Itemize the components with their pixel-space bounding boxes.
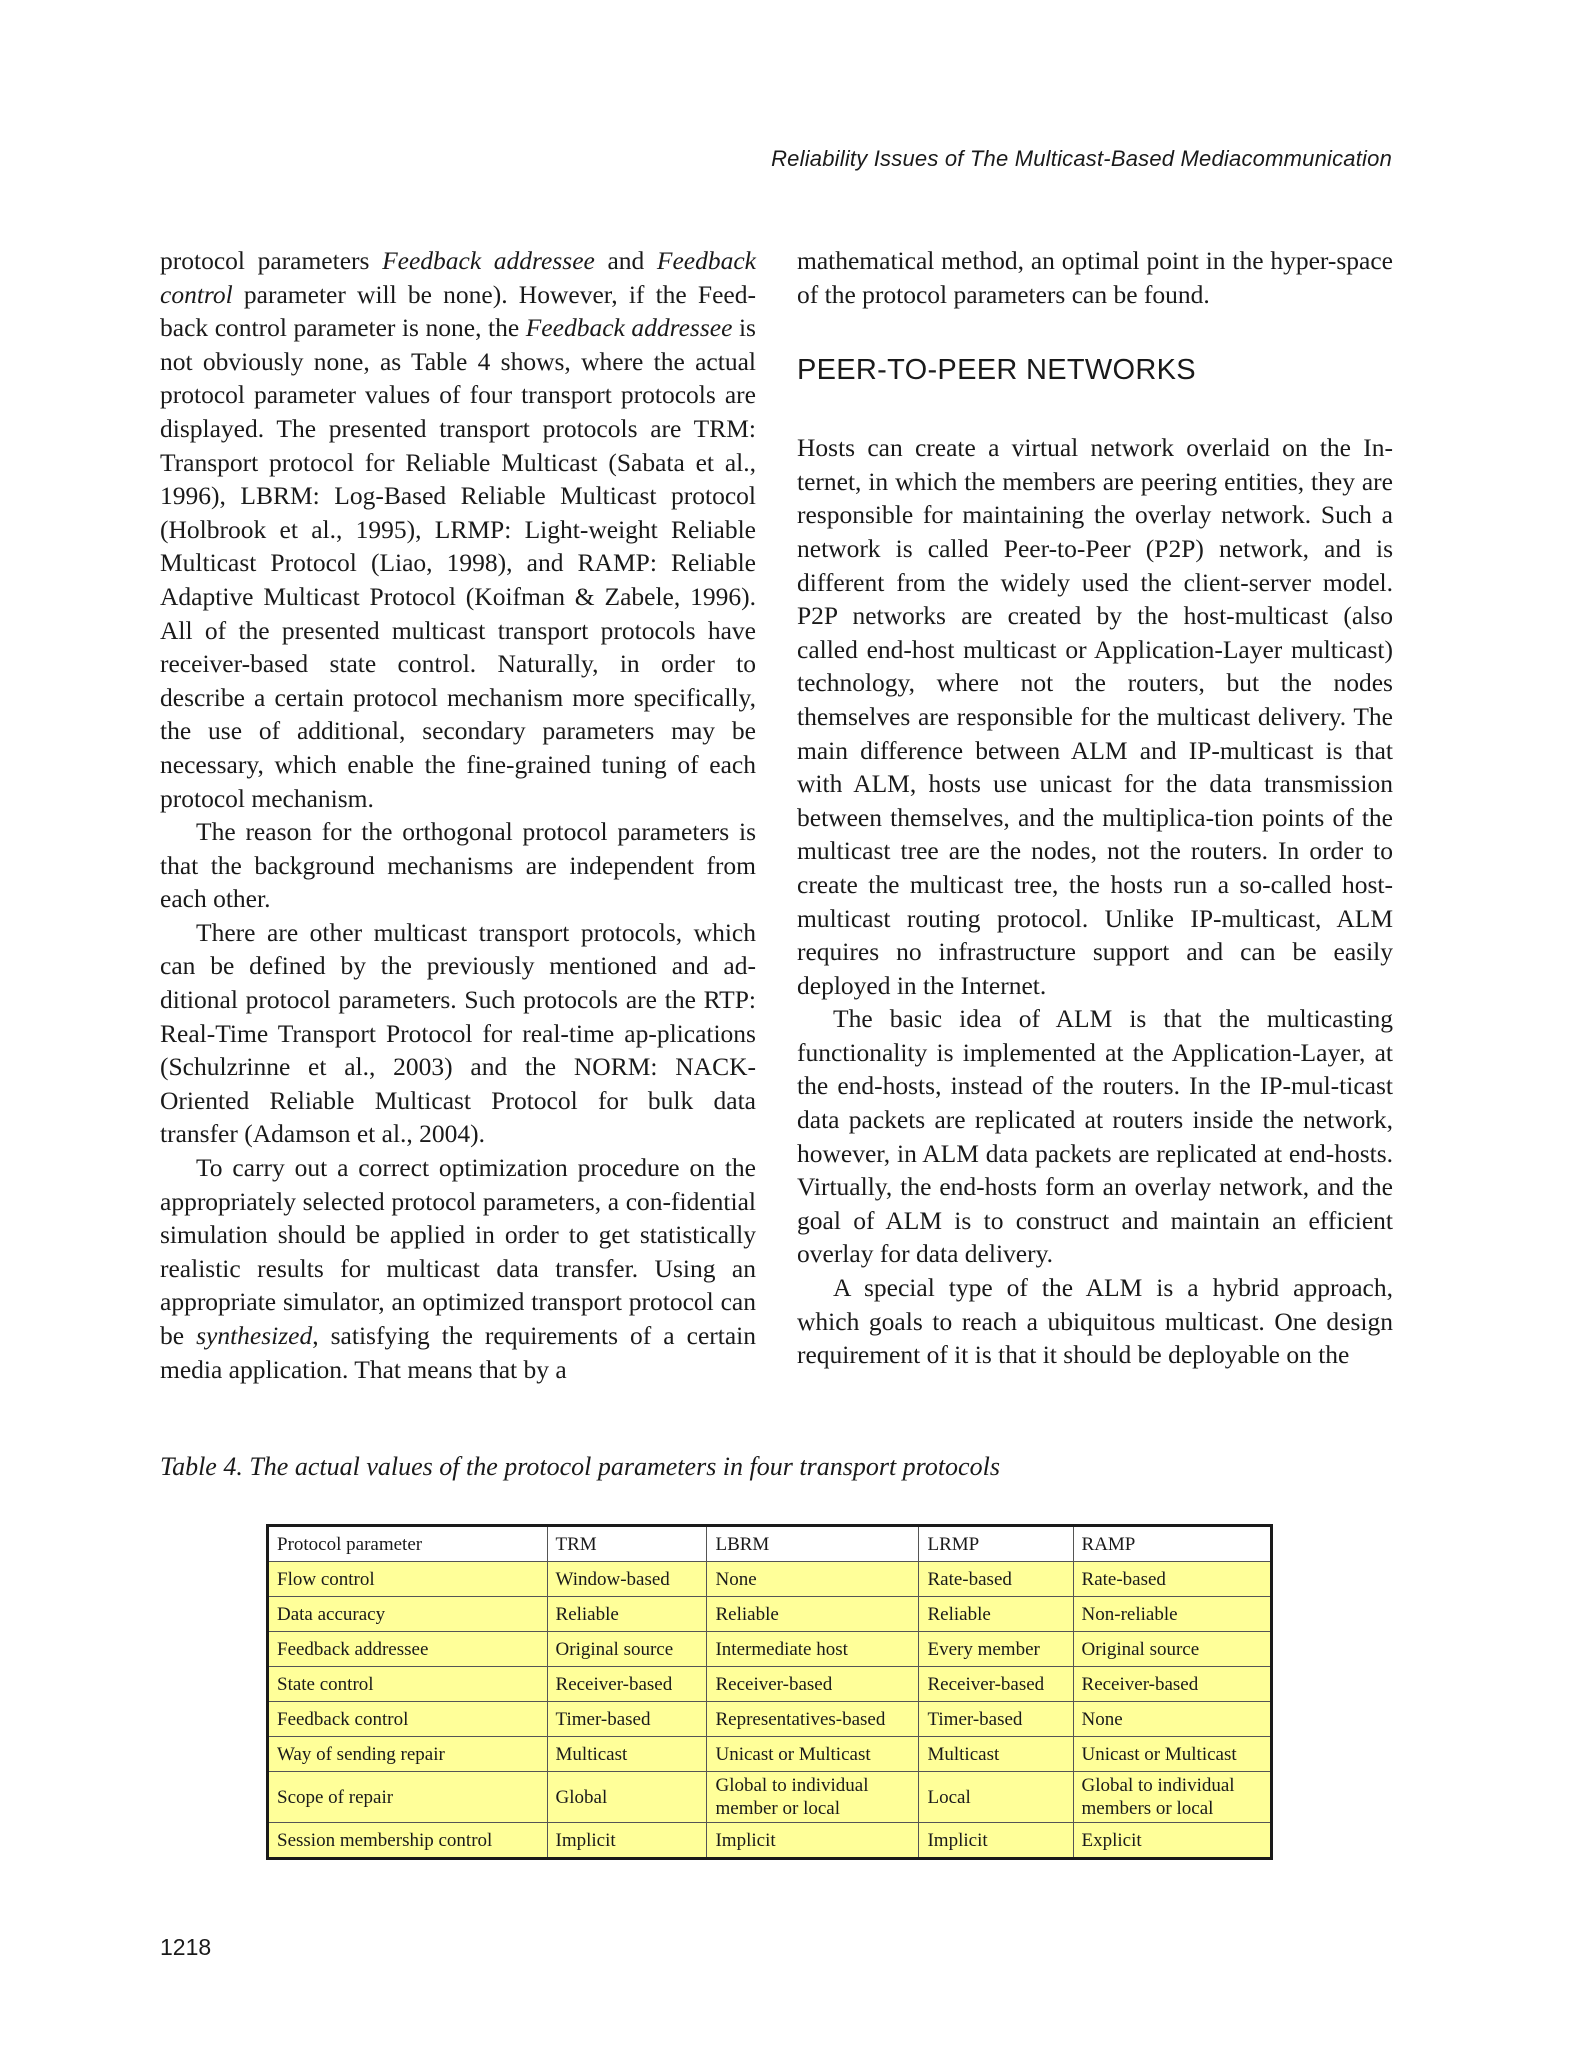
table-row	[268, 1562, 1272, 1597]
cell-line: members or local	[1081, 1798, 1214, 1819]
paragraph: The reason for the orthogonal protocol parameters is that the background mechanisms are independent from each other.	[160, 817, 756, 914]
table-row	[268, 1597, 1272, 1632]
left-column	[160, 244, 756, 1386]
table-caption: Table 4. The actual values of the protocol parameters in four transport protocols	[160, 1452, 1000, 1481]
table-cell: Intermediate host	[707, 1632, 919, 1667]
table-cell: Timer-based	[919, 1702, 1073, 1737]
table-cell	[707, 1772, 919, 1823]
table-header-row	[268, 1526, 1272, 1562]
table-cell: Rate-based	[919, 1562, 1073, 1597]
running-head: Reliability Issues of The Multicast-Based Mediacommunication	[771, 146, 1392, 171]
table-row	[268, 1667, 1272, 1702]
table-cell: Unicast or Multicast	[707, 1737, 919, 1772]
paragraph: Hosts can create a virtual network overlaid on the In-ternet, in which the members are peering entities, they are responsible for maintaining the overlay network. Such a network is called Peer-to-Peer (P2P) network, and is different from the widely used the client-server model. P2P networks are created by the host-multicast (also called end-host multicast or Application-Layer multicast) technology, where not the routers, but the nodes themselves are responsible for the multicast delivery. The main difference between ALM and IP-multicast is that with ALM, hosts use unicast for the data transmission between themselves, and the multiplica-tion points of the multicast tree are the nodes, not the routers. In order to create the multicast tree, the hosts run a so-called host-multicast routing protocol. Unlike IP-multicast, ALM requires no infrastructure support and can be easily deployed in the Internet.	[797, 433, 1393, 1000]
text-run: is not obviously none, as Table 4 shows, where the actual protocol parameter values of four transport protocols are displayed. The presented transport protocols are TRM: Transport protocol for Reliable Multicast (Sabata et al., 1996), LBRM: Log-Based Reliable Multicast protocol (Holbrook et al., 1995), LRMP: Light-weight Reliable Multicast Protocol (Liao, 1998), and RAMP: Reliable Adaptive Multicast Protocol (Koifman & Zabele, 1996). All of the presented multicast transport protocols have receiver-based state control. Naturally, in order to describe a certain protocol mechanism more specifically, the use of additional, secondary parameters may be necessary, which enable the fine-grained tuning of each protocol mechanism.	[160, 313, 756, 813]
column-header: LBRM	[707, 1526, 919, 1562]
right-column	[797, 244, 1393, 1372]
table-cell: Window-based	[547, 1562, 707, 1597]
paragraph	[160, 1151, 756, 1386]
row-label: Flow control	[268, 1562, 548, 1597]
row-label: Session membership control	[268, 1823, 548, 1859]
table-cell: Receiver-based	[919, 1667, 1073, 1702]
column-header: Protocol parameter	[268, 1526, 548, 1562]
table-cell: Receiver-based	[707, 1667, 919, 1702]
row-label: Way of sending repair	[268, 1737, 548, 1772]
italic-term: Feedback control	[160, 246, 756, 309]
table-cell: Rate-based	[1073, 1562, 1271, 1597]
cell-line: Global to individual	[715, 1775, 869, 1796]
table-cell: Receiver-based	[1073, 1667, 1271, 1702]
text-run: To carry out a correct optimization procedure on the appropriately selected protocol parameters, a con-fidential simulation should be applied in order to get statistically realistic results for multicast data transfer. Using an appropriate simulator, an optimized transport protocol can be	[160, 1153, 756, 1350]
table-cell: Global	[547, 1772, 707, 1823]
row-label: Feedback addressee	[268, 1632, 548, 1667]
table-cell: None	[707, 1562, 919, 1597]
italic-term: synthesized	[196, 1321, 313, 1350]
table-cell: Original source	[547, 1632, 707, 1667]
row-label: Feedback control	[268, 1702, 548, 1737]
table-row	[268, 1772, 1272, 1823]
text-run: protocol parameters	[160, 246, 383, 275]
column-header: TRM	[547, 1526, 707, 1562]
row-label: Data accuracy	[268, 1597, 548, 1632]
table-row	[268, 1702, 1272, 1737]
table-row	[268, 1632, 1272, 1667]
table-cell: Implicit	[707, 1823, 919, 1859]
table-cell: Implicit	[547, 1823, 707, 1859]
table-cell: Receiver-based	[547, 1667, 707, 1702]
paragraph: A special type of the ALM is a hybrid approach, which goals to reach a ubiquitous multicast. One design requirement of it is that it should be deployable on the	[797, 1273, 1393, 1370]
table-cell: Multicast	[547, 1737, 707, 1772]
table-cell: Timer-based	[547, 1702, 707, 1737]
row-label: Scope of repair	[268, 1772, 548, 1823]
protocol-parameters-table	[266, 1524, 1273, 1860]
table-cell: Local	[919, 1772, 1073, 1823]
column-header: LRMP	[919, 1526, 1073, 1562]
table-cell: None	[1073, 1702, 1271, 1737]
cell-line: member or local	[715, 1798, 840, 1819]
table-cell: Explicit	[1073, 1823, 1271, 1859]
text-run: , satisfying the requirements of a certain media application. That means that by a	[160, 1321, 756, 1384]
italic-term: Feedback addressee	[525, 313, 733, 343]
text-run: and	[594, 246, 657, 275]
cell-line: Global to individual	[1081, 1775, 1235, 1796]
paragraph: The basic idea of ALM is that the multicasting functionality is implemented at the Application-Layer, at the end-hosts, instead of the routers. In the IP-mul-ticast data packets are replicated at routers inside the network, however, in ALM data packets are replicated at end-hosts. Virtually, the end-hosts form an overlay network, and the goal of ALM is to construct and maintain an efficient overlay for data delivery.	[797, 1004, 1393, 1269]
table-cell: Reliable	[919, 1597, 1073, 1632]
table-cell: Multicast	[919, 1737, 1073, 1772]
paragraph: mathematical method, an optimal point in the hyper-space of the protocol parameters can be found.	[797, 246, 1393, 309]
table-cell: Non-reliable	[1073, 1597, 1271, 1632]
table-cell: Every member	[919, 1632, 1073, 1667]
text-run: parameter will be none). However, if the Feed-back control parameter is none, the	[160, 279, 756, 343]
column-header: RAMP	[1073, 1526, 1271, 1562]
paragraph	[160, 244, 756, 815]
table-row	[268, 1737, 1272, 1772]
table-cell: Representatives-based	[707, 1702, 919, 1737]
italic-term: Feedback addressee	[382, 246, 595, 275]
table-cell: Implicit	[919, 1823, 1073, 1859]
row-label: State control	[268, 1667, 548, 1702]
section-heading: PEER-TO-PEER NETWORKS	[797, 354, 1196, 387]
table-cell: Reliable	[707, 1597, 919, 1632]
table-cell	[1073, 1772, 1271, 1823]
table-row	[268, 1823, 1272, 1859]
table-cell: Reliable	[547, 1597, 707, 1632]
paragraph: There are other multicast transport protocols, which can be defined by the previously mentioned and ad-ditional protocol parameters. Such protocols are the RTP: Real-Time Transport Protocol for real-time ap-plications (Schulzrinne et al., 2003) and the NORM: NACK-Oriented Reliable Multicast Protocol for bulk data transfer (Adamson et al., 2004).	[160, 917, 756, 1149]
table-cell: Original source	[1073, 1632, 1271, 1667]
page-number: 1218	[160, 1934, 212, 1960]
table-cell: Unicast or Multicast	[1073, 1737, 1271, 1772]
